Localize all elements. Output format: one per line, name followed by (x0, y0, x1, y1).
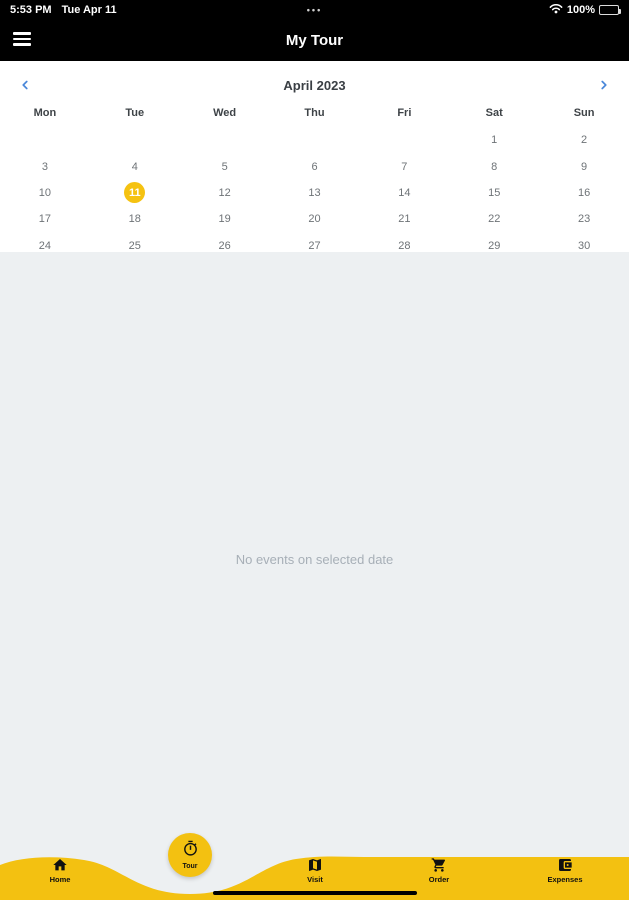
wallet-icon (557, 856, 573, 873)
status-time: 5:53 PM (10, 4, 52, 16)
weekday-label: Fri (397, 107, 412, 119)
calendar-day[interactable]: 22 (488, 213, 501, 226)
fab-label: Tour (182, 863, 198, 870)
calendar-day[interactable]: 25 (128, 239, 141, 252)
calendar-day[interactable]: 21 (398, 213, 411, 226)
calendar-day-empty (270, 127, 360, 153)
status-bar (0, 0, 629, 20)
calendar-day[interactable]: 16 (577, 186, 591, 199)
stopwatch-icon (182, 840, 199, 862)
calendar-day[interactable]: 30 (577, 239, 591, 252)
calendar-day[interactable]: 8 (491, 160, 498, 173)
calendar-day[interactable]: 5 (221, 160, 228, 173)
home-icon (52, 856, 68, 873)
calendar-week-row (0, 233, 629, 259)
calendar-day[interactable]: 6 (311, 160, 318, 173)
calendar-week-row (0, 153, 629, 179)
tour-fab-button[interactable] (168, 833, 212, 877)
calendar-day[interactable]: 10 (38, 186, 52, 199)
tab-expenses[interactable] (526, 856, 604, 892)
calendar-day[interactable]: 12 (218, 186, 231, 199)
battery-icon (599, 5, 619, 15)
calendar-day[interactable]: 1 (491, 134, 498, 147)
calendar-day[interactable]: 28 (398, 239, 411, 252)
weekday-label: Sat (485, 107, 503, 119)
calendar-panel (0, 61, 629, 252)
app-bar (0, 20, 629, 61)
calendar-day[interactable]: 19 (218, 213, 231, 226)
calendar-day[interactable]: 27 (308, 239, 321, 252)
calendar-day-empty (180, 127, 270, 153)
calendar-week-row (0, 127, 629, 153)
weekday-label: Mon (33, 107, 57, 119)
calendar-day[interactable]: 17 (38, 213, 52, 226)
weekday-label: Sun (573, 107, 595, 119)
calendar-day[interactable]: 18 (128, 213, 141, 226)
map-icon (307, 856, 323, 873)
calendar-day[interactable]: 23 (577, 213, 591, 226)
tab-home[interactable] (21, 856, 99, 892)
cart-icon (431, 856, 447, 873)
calendar-day-empty (359, 127, 449, 153)
next-month-button[interactable] (593, 74, 615, 96)
calendar-day-empty (0, 127, 90, 153)
tab-label: Expenses (547, 875, 583, 884)
calendar-day[interactable]: 11 (90, 180, 180, 206)
gesture-bar[interactable] (213, 891, 417, 895)
tab-order[interactable] (400, 856, 478, 892)
calendar-day[interactable]: 13 (308, 186, 321, 199)
tab-label: Order (428, 875, 450, 884)
calendar-grid (0, 127, 629, 259)
calendar-day[interactable]: 15 (488, 186, 501, 199)
calendar-day-empty (90, 127, 180, 153)
calendar-day[interactable]: 29 (488, 239, 501, 252)
weekday-label: Wed (213, 107, 237, 119)
tab-label: Home (49, 875, 71, 884)
battery-percent: 100% (566, 4, 595, 16)
tab-label: Visit (307, 875, 323, 884)
calendar-day[interactable]: 24 (38, 239, 52, 252)
calendar-day[interactable]: 20 (308, 213, 321, 226)
weekday-row (0, 99, 629, 127)
weekday-label: Thu (304, 107, 325, 119)
prev-month-button[interactable] (14, 74, 36, 96)
calendar-day[interactable]: 7 (401, 160, 408, 173)
calendar-day[interactable]: 3 (41, 160, 48, 173)
menu-icon[interactable] (13, 32, 31, 49)
empty-events-message: No events on selected date (235, 552, 394, 567)
calendar-day[interactable]: 9 (581, 160, 588, 173)
tab-visit[interactable] (276, 856, 354, 892)
calendar-day[interactable]: 14 (398, 186, 411, 199)
calendar-day[interactable]: 2 (581, 134, 588, 147)
camera-notch-dots: ••• (306, 5, 323, 15)
calendar-day[interactable]: 4 (131, 160, 138, 173)
month-label: April 2023 (283, 77, 346, 93)
calendar-day[interactable]: 26 (218, 239, 231, 252)
weekday-label: Tue (125, 107, 145, 119)
wifi-icon (549, 3, 563, 17)
calendar-week-row (0, 206, 629, 232)
status-date: Tue Apr 11 (61, 4, 117, 16)
calendar-week-row (0, 180, 629, 206)
page-title: My Tour (285, 32, 344, 49)
